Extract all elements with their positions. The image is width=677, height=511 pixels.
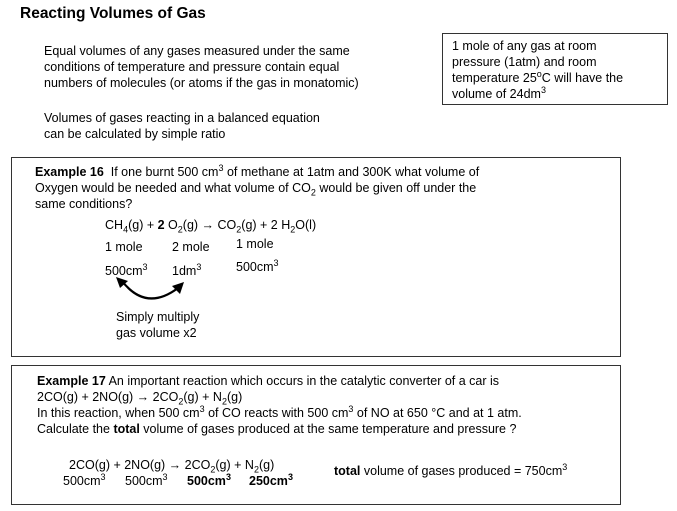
example-17-solution-equation: $2CO(g) + 2NO(g) \to 2CO_2(g) + N_2(g)$ (69, 458, 275, 475)
total-volume-answer: total volume of gases produced = $750cm^3$ (334, 461, 568, 478)
volume-co2-product: $500cm^3$ (187, 471, 231, 488)
mole-ratio-co2: 1 mole (236, 237, 274, 251)
intro-line-4: Volumes of gases reacting in a balanced equation (44, 111, 320, 125)
intro-line-5: can be calculated by simple ratio (44, 127, 226, 141)
example-16-equation: $CH_4(g) + 2$ $O_2(g) \to CO_2(g) + 2$ $H_2O(l)$ (105, 218, 317, 235)
volume-n2-product: $250cm^3$ (249, 471, 293, 488)
example-17-equation: $2CO(g) + 2NO(g) \to 2CO_2(g) + N_2(g)$ (37, 390, 243, 407)
mole-volume-box (442, 33, 668, 105)
example-16-question-line-3: same conditions? (35, 197, 133, 211)
example-17-question-line-4: Calculate the total volume of gases produced at the same temperature and pressure ? (37, 422, 517, 436)
mole-ratio-oxygen: 2 mole (172, 240, 210, 254)
intro-line-2: conditions of temperature and pressure contain equal (44, 60, 340, 74)
example-16-label: Example 16 (35, 165, 104, 179)
volume-oxygen: $1dm^3$ (172, 261, 202, 278)
example-16-question-line-1: Example 16 If one burnt 500 $cm^3$ of methane at 1atm and 300K what volume of (35, 162, 480, 179)
example-17-box (11, 365, 621, 505)
volume-co: $500cm^3$ (63, 471, 106, 488)
mole-box-line-1: 1 mole of any gas at room (452, 39, 597, 53)
volume-co2: $500cm^3$ (236, 257, 279, 274)
example-16-box (11, 157, 621, 357)
mole-box-line-3: temperature 25$^o$C will have the (452, 68, 624, 85)
intro-line-1: Equal volumes of any gases measured under the same (44, 44, 350, 58)
page-title: Reacting Volumes of Gas (20, 5, 206, 22)
volume-no: $500cm^3$ (125, 471, 168, 488)
example-17-question-line-1: Example 17 An important reaction which occurs in the catalytic converter of a car is (37, 374, 500, 388)
example-17-question-line-3: In this reaction, when 500 $cm^3$ of CO reacts with 500 $cm^3$ of NO at 650 °C and at 1 atm. (37, 403, 522, 420)
volume-methane: $500cm^3$ (105, 261, 148, 278)
mole-box-line-2: pressure (1atm) and room (452, 55, 597, 69)
intro-line-3: numbers of molecules (or atoms if the gas in monatomic) (44, 76, 359, 90)
example-16-question-line-2: Oxygen would be needed and what volume of $CO_2$ would be given off under the (35, 181, 477, 198)
mole-ratio-methane: 1 mole (105, 240, 143, 254)
mole-box-line-4: volume of $24dm^3$ (452, 84, 546, 101)
note-line-1: Simply multiply (116, 310, 200, 324)
example-17-label: Example 17 (37, 374, 106, 388)
note-line-2: gas volume x2 (116, 326, 197, 340)
